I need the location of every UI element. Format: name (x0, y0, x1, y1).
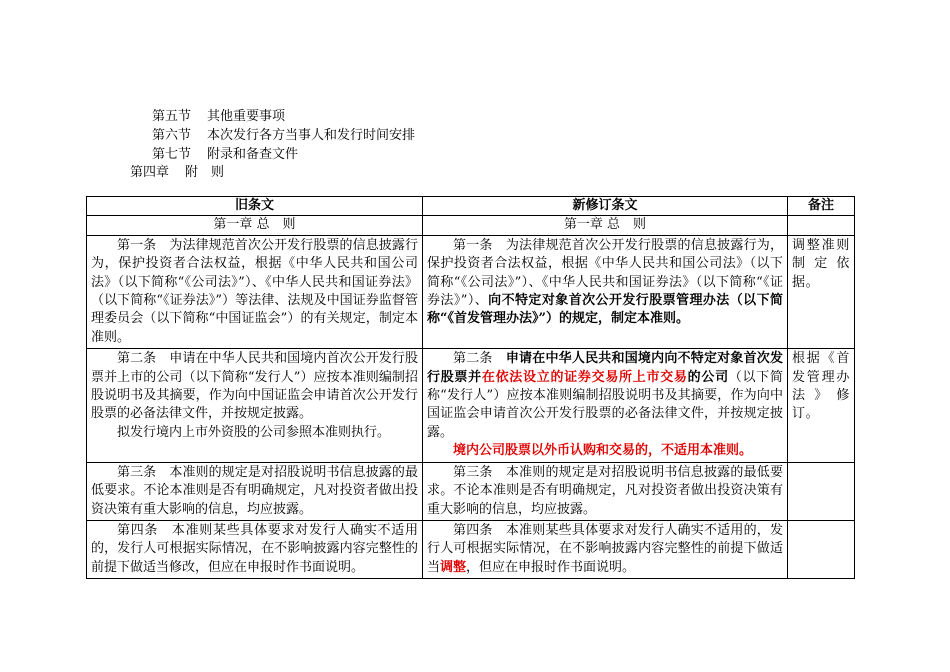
table-row (87, 235, 855, 348)
comparison-table (86, 196, 855, 579)
old-article-2-para1: 第二条 申请在中华人民共和国境内首次公开发行股票并上市的公司（以下简称“发行人”）应按本准则编制招股说明书及其摘要，作为向中国证监会申请首次公开发行股票的必备法律文件，并按规定披露。 (91, 351, 418, 422)
note-article-4 (788, 520, 855, 578)
header-note: 备注 (788, 197, 855, 216)
old-article-2 (87, 349, 423, 462)
note-article-1: 调整准则制定依据。 (788, 235, 855, 348)
toc-item (130, 165, 224, 181)
table-row (87, 462, 855, 520)
toc-title: 本次发行各方当事人和发行时间安排 (207, 128, 416, 143)
new-article-2-para2: 境内公司股票以外币认购和交易的，不适用本准则。 (453, 443, 753, 459)
new-article-1-text: 第一条 为法律规范首次公开发行股票的信息披露行为，保护投资者合法权益，根据《中华人民共和国公司法》（以下简称“《公司法》”）、《中华人民共和国证券法》（以下简称“《证券法》”）、 (427, 237, 783, 309)
new-article-2-num: 第二条 (453, 351, 506, 367)
new-article-2-red: 在依法设立的证券交易所上市交易 (481, 369, 688, 385)
header-new: 新修订条文 (423, 197, 788, 216)
chapter-old: 第一章 总 则 (87, 216, 423, 235)
old-article-2-para2: 拟发行境内上市外资股的公司参照本准则执行。 (117, 424, 391, 440)
header-row (87, 197, 855, 216)
new-article-2-text: （以下简称“发行人”）应按本准则编制招股说明书及其摘要，作为向中国证监会申请首次公开发行股票的必备法律文件，并按规定披露。 (427, 369, 783, 440)
toc-section: 第六节 (152, 128, 192, 143)
toc-section: 第七节 (152, 147, 192, 162)
new-article-4-red: 调整 (440, 559, 467, 575)
toc-title: 其他重要事项 (207, 109, 286, 124)
old-article-4: 第四条 本准则某些具体要求对发行人确实不适用的，发行人可根据实际情况，在不影响披露内容完整性的前提下做适当修改，但应在申报时作书面说明。 (87, 520, 423, 578)
new-article-2-para1 (427, 350, 783, 442)
toc-item (152, 128, 415, 144)
chapter-note (788, 216, 855, 235)
old-article-1: 第一条 为法律规范首次公开发行股票的信息披露行为，保护投资者合法权益，根据《中华人民共和国公司法》（以下简称“《公司法》”）、《中华人民共和国证券法》（以下简称“《证券法》”）等法律、法规及中国证券监督管理委员会（以下简称“中国证监会”）的有关规定，制定本准则。 (87, 235, 423, 348)
new-article-1 (423, 235, 788, 348)
new-article-4-text2: ，但应在申报时作书面说明。 (466, 559, 636, 575)
toc-item (152, 147, 298, 163)
old-article-3: 第三条 本准则的规定是对招股说明书信息披露的最低要求。不论本准则是否有明确规定，凡对投资者做出投资决策有重大影响的信息，均应披露。 (87, 462, 423, 520)
toc-section: 第四章 (130, 165, 170, 180)
toc-title: 附 则 (185, 165, 225, 180)
new-article-4 (423, 520, 788, 578)
chapter-row (87, 216, 855, 235)
note-article-3 (788, 462, 855, 520)
new-article-3: 第三条 本准则的规定是对招股说明书信息披露的最低要求。不论本准则是否有明确规定，凡对投资者做出投资决策有重大影响的信息，均应披露。 (423, 462, 788, 520)
chapter-new: 第一章 总 则 (423, 216, 788, 235)
new-article-2-bold2: 的公司 (687, 369, 729, 385)
new-article-1-bold: 向不特定对象首次公开发行股票管理办法（以下简称“《首发管理办法》”）的规定，制定本准则。 (427, 293, 783, 327)
new-article-2 (423, 349, 788, 462)
new-article-4-text: 第四条 本准则某些具体要求对发行人确实不适用的，发行人可根据实际情况，在不影响披露内容完整性的前提下做适当 (427, 522, 783, 575)
toc-item (152, 109, 285, 125)
note-article-2: 根据《首发管理办法》修订。 (788, 349, 855, 462)
header-old: 旧条文 (87, 197, 423, 216)
toc-section: 第五节 (152, 109, 192, 124)
table-row (87, 520, 855, 578)
table-row (87, 349, 855, 462)
new-article-2-bold: 申请在中华人民共和国境内向不特定对象首次发行股票并 (427, 351, 783, 385)
toc-title: 附录和备查文件 (207, 147, 299, 162)
